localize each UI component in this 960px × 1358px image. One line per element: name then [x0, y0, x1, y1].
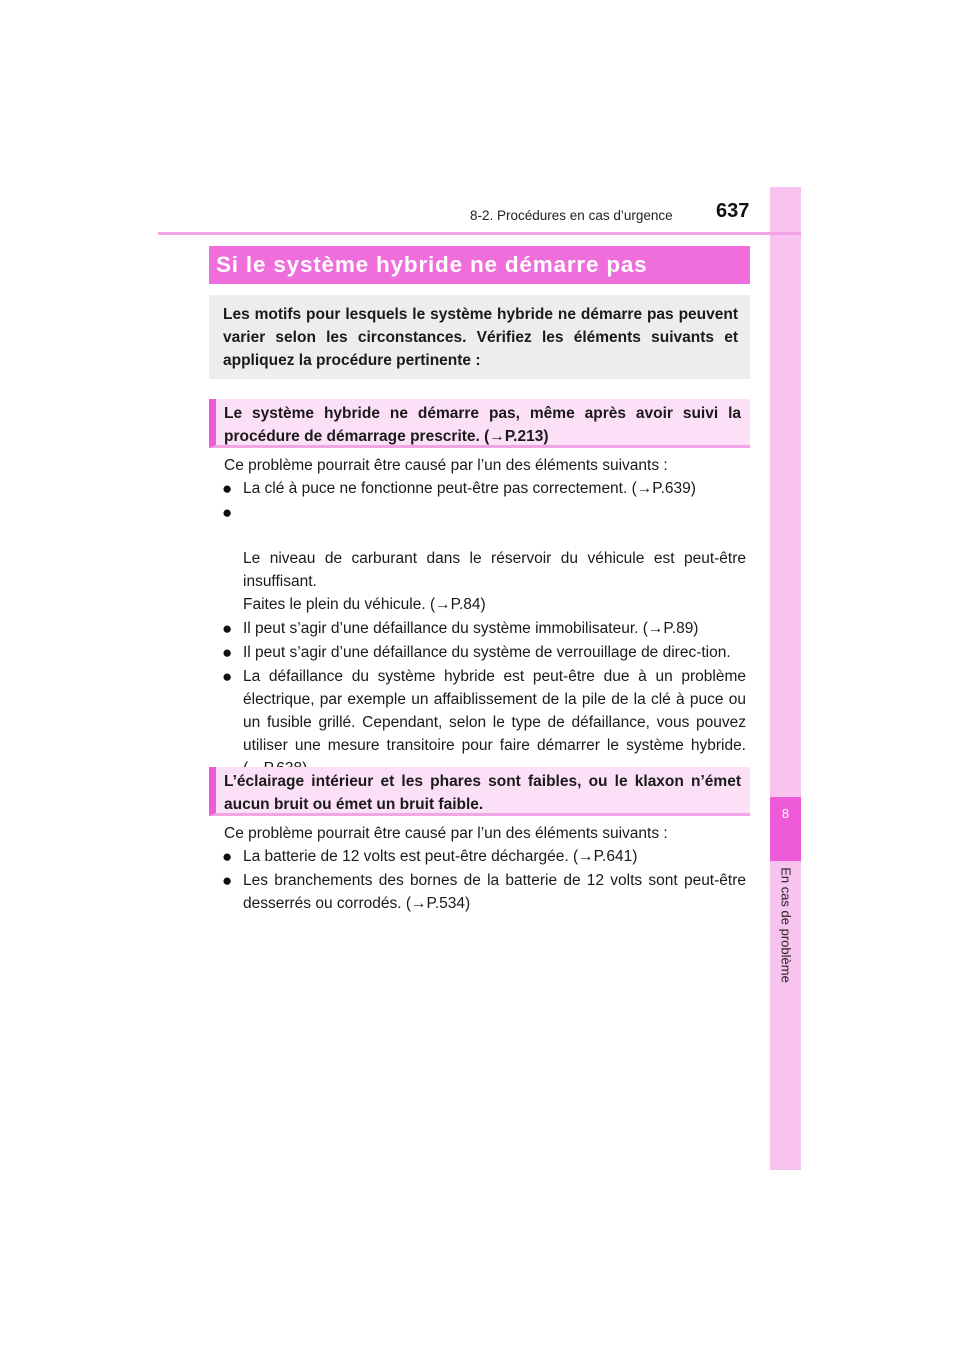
- chapter-number: 8: [770, 797, 801, 861]
- list-item: [222, 617, 746, 640]
- list-item: [222, 501, 746, 616]
- list-item-text: Il peut s’agir d’une défaillance du système immobilisateur. (→P.89): [243, 620, 699, 637]
- section-2-list: [222, 845, 746, 916]
- chapter-label: En cas de problème: [778, 867, 794, 983]
- list-item-text: La batterie de 12 volts est peut-être déchargée. (→P.641): [243, 848, 638, 865]
- section-1-lead: Ce problème pourrait être causé par l’un des éléments suivants :: [224, 457, 668, 474]
- bullet-icon: ●: [222, 479, 233, 498]
- bullet-icon: ●: [222, 619, 233, 638]
- page-number: 637: [716, 200, 750, 222]
- list-item-text: La clé à puce ne fonctionne peut-être pas correctement. (→P.639): [243, 480, 696, 497]
- list-item-text: Il peut s’agir d’une défaillance du système de verrouillage de direc-tion.: [243, 644, 731, 661]
- list-item: [222, 477, 746, 500]
- bullet-icon: ●: [222, 847, 233, 866]
- list-item: [222, 845, 746, 868]
- bullet-icon: ●: [222, 871, 233, 890]
- page-title: Si le système hybride ne démarre pas: [209, 246, 750, 284]
- bullet-icon: ●: [222, 667, 233, 686]
- section-2-lead: Ce problème pourrait être causé par l’un des éléments suivants :: [224, 825, 668, 842]
- list-item-text: Le niveau de carburant dans le réservoir du véhicule est peut-être insuffisant. Faites le plein du véhicule. (→P.84): [243, 550, 746, 613]
- intro-box: [209, 295, 750, 379]
- list-item-text: Les branchements des bornes de la batterie de 12 volts sont peut-être desserrés ou corrodés. (→P.534): [243, 872, 746, 912]
- header-divider: [158, 232, 801, 235]
- bullet-icon: ●: [222, 503, 233, 522]
- list-item-text: La défaillance du système hybride est peut-être due à un problème électrique, par exemple un affaiblissement de la pile de la clé à puce ou un fusible grillé. Cependant, selon le type de défaillance, vous pouvez utiliser une mesure transitoire pour faire démarrer le système hybride.: [243, 668, 746, 754]
- list-item: [222, 869, 746, 915]
- bullet-icon: ●: [222, 643, 233, 662]
- section-heading-1: Le système hybride ne démarre pas, même après avoir suivi la procédure de démarrage prescrite. (→P.213): [209, 399, 750, 448]
- list-item: [222, 665, 746, 780]
- intro-text: Les motifs pour lesquels le système hybride ne démarre pas peuvent varier selon les circonstances. Vérifiez les éléments suivants et appliquez la procédure pertinente :: [223, 306, 738, 369]
- list-item: [222, 641, 746, 664]
- section-heading-2: L’éclairage intérieur et les phares sont faibles, ou le klaxon n’émet aucun bruit ou émet un bruit faible.: [209, 767, 750, 816]
- chapter-side-tab: [770, 187, 801, 1170]
- section-header: 8-2. Procédures en cas d’urgence: [470, 208, 673, 223]
- section-1-list: [222, 477, 746, 781]
